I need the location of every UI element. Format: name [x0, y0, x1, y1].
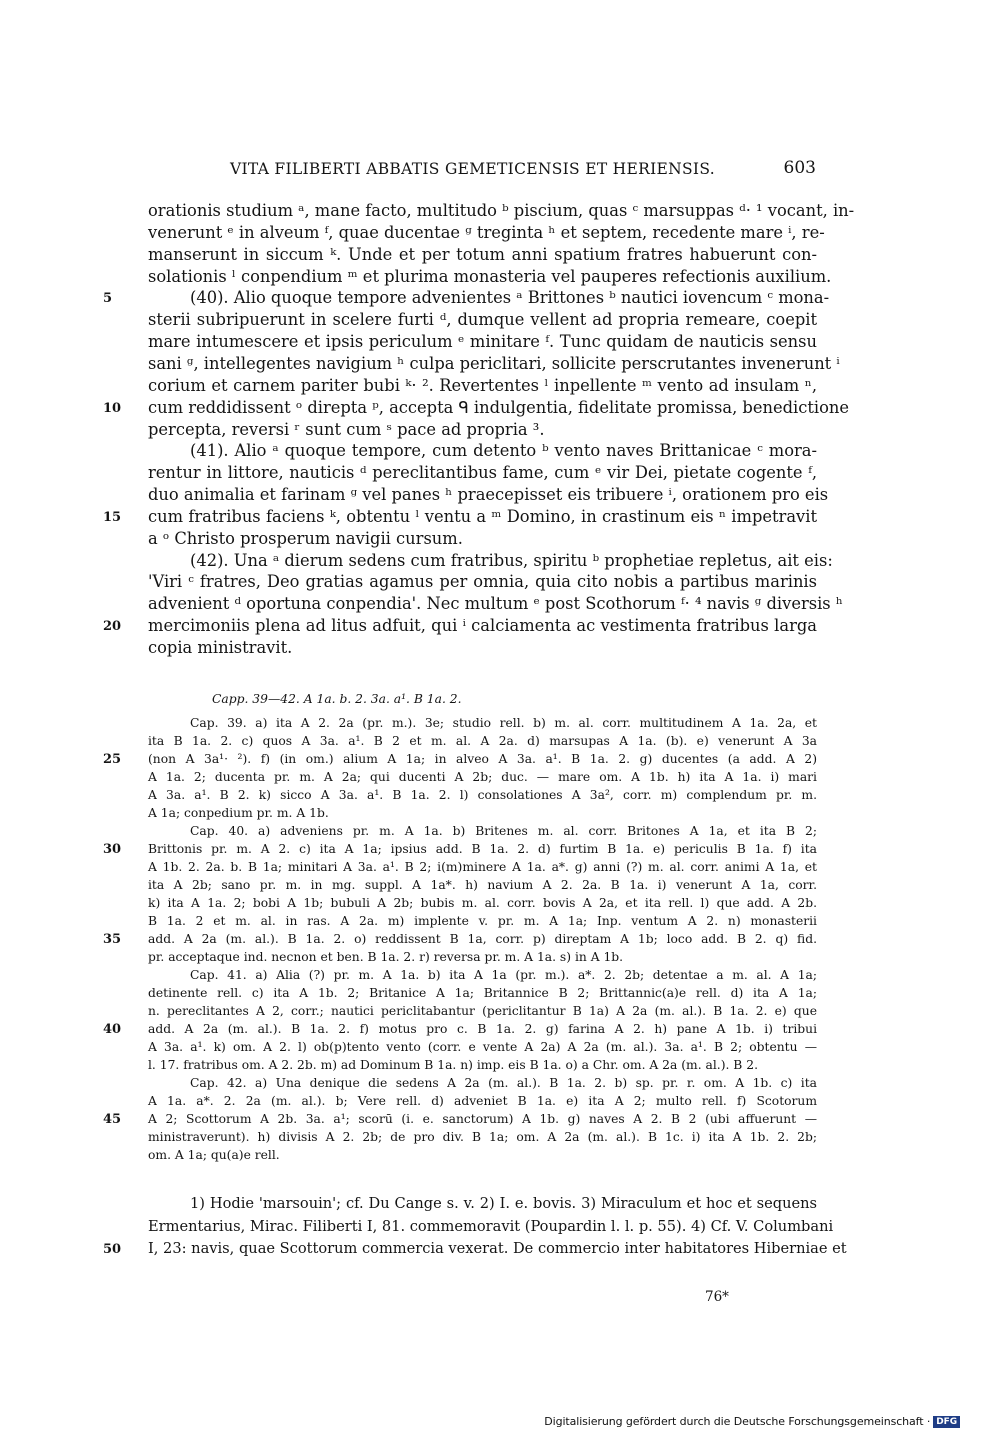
main-text-line: corium et carnem pariter bubi ᵏ· ². Revertentes ˡ inpellente ᵐ vento ad insulam ⁿ,: [148, 375, 817, 395]
main-text-line: duo animalia et farinam ᵍ vel panes ʰ praecepisset eis tribuere ⁱ, orationem pro eis: [148, 485, 829, 505]
apparatus-line: (non A 3a¹· ²). f) (in om.) alium A 1a; in alveo A 3a. a¹. B 1a. 2. g) ducentes (a add. A 2): [148, 752, 817, 766]
main-text-line: (42). Una ᵃ dierum sedens cum fratribus, spiritu ᵇ prophetiae repletus, ait eis:: [190, 550, 833, 570]
apparatus-line: A 1b. 2. 2a. b. B 1a; minitari A 3a. a¹. B 2; i(m)minere A 1a. a*. g) anni (?) m. al. corr. animi A 1a, et: [148, 860, 817, 874]
line-number: 15: [103, 509, 122, 525]
apparatus-line: A 1a. a*. 2. 2a (m. al.). b; Vere rell. d) adveniet B 1a. e) ita A 2; multo rell. f) Scotorum: [148, 1094, 817, 1108]
line-number: 45: [103, 1112, 122, 1127]
main-text-line: venerunt ᵉ in alveum ᶠ, quae ducentae ᵍ treginta ʰ et septem, recedente mare ⁱ, re-: [148, 222, 825, 242]
main-text-line: copia ministravit.: [148, 638, 293, 657]
main-text-line: (40). Alio quoque tempore advenientes ᵃ Brittones ᵇ nautici iovencum ᶜ mona-: [190, 288, 830, 308]
main-text-line: cum fratribus faciens ᵏ, obtentu ˡ ventu a ᵐ Domino, in crastinum eis ⁿ impetravit: [148, 506, 817, 526]
credit-text: Digitalisierung gefördert durch die Deutsche Forschungsgemeinschaft ·: [544, 1415, 931, 1428]
apparatus-line: detinente rell. c) ita A 1b. 2; Britanice A 1a; Britannice B 2; Brittannic(a)e rell. d) ita A 1a;: [148, 986, 817, 1000]
line-number: 40: [103, 1022, 122, 1037]
footnote-line: Ermentarius, Mirac. Filiberti I, 81. commemoravit (Poupardin l. l. p. 55). 4) Cf. V. Columbani: [148, 1217, 834, 1235]
apparatus-line: pr. acceptaque ind. necnon et ben. B 1a. 2. r) reversa pr. m. A 1a. s) in A 1b.: [148, 950, 624, 964]
apparatus-line: Cap. 40. a) adveniens pr. m. A 1a. b) Britenes m. al. corr. Britones A 1a, et ita B 2;: [190, 824, 817, 838]
apparatus-line: A 2; Scottorum A 2b. 3a. a¹; scorū (i. e. sanctorum) A 1b. g) naves A 2. B 2 (ubi affuerunt —: [148, 1112, 817, 1126]
line-number: 30: [103, 842, 122, 857]
line-number: 10: [103, 400, 122, 416]
line-number: 35: [103, 932, 122, 947]
page-number: 603: [783, 158, 816, 178]
apparatus-line: l. 17. fratribus om. A 2. 2b. m) ad Dominum B 1a. n) imp. eis B 1a. o) a Chr. om. A 2a (m. al.). B 2.: [148, 1058, 758, 1072]
main-text-line: mercimoniis plena ad litus adfuit, qui ⁱ calciamenta ac vestimenta fratribus larga: [148, 616, 817, 636]
apparatus-line: k) ita A 1a. 2; bobi A 1b; bubuli A 2b; bubis m. al. corr. bovis A 2a, et ita rell. l) que add. A 2b.: [148, 896, 817, 910]
apparatus-line: Cap. 39. a) ita A 2. 2a (pr. m.). 3e; studio rell. b) m. al. corr. multitudinem A 1a. 2a, et: [190, 716, 817, 730]
line-number: 20: [103, 619, 122, 635]
main-text-line: sterii subripuerunt in scelere furti ᵈ, dumque vellent ad propria remeare, coepit: [148, 310, 817, 330]
signature-mark: 76*: [705, 1289, 729, 1305]
apparatus-line: om. A 1a; qu(a)e rell.: [148, 1148, 280, 1162]
line-number: 5: [103, 291, 113, 307]
apparatus-line: ita A 2b; sano pr. m. in mg. suppl. A 1a*. h) navium A 2. 2a. B 1a. i) venerunt A 1a, corr.: [148, 878, 817, 892]
main-text-line: sani ᵍ, intellegentes navigium ʰ culpa periclitari, sollicite perscrutantes invenerunt ⁱ: [148, 353, 840, 373]
main-text-line: (41). Alio ᵃ quoque tempore, cum detento ᵇ vento naves Brittanicae ᶜ mora-: [190, 441, 817, 461]
apparatus-line: Brittonis pr. m. A 2. c) ita A 1a; ipsius add. B 1a. 2. d) furtim B 1a. e) periculis B 1a. f) ita: [148, 842, 817, 856]
main-text-line: percepta, reversi ʳ sunt cum ˢ pace ad propria ³.: [148, 419, 545, 439]
apparatus-line: A 3a. a¹. k) om. A 2. l) ob(p)tento vento (corr. e vente A 2a) A 2a (m. al.). 3a. a¹. B 2; obtentu —: [148, 1040, 817, 1054]
apparatus-line: n. pereclitantes A 2, corr.; nautici periclitabantur (periclitantur B 1a) A 2a (m. al.). B 1a. 2. e) que: [148, 1004, 817, 1018]
apparatus-line: Cap. 41. a) Alia (?) pr. m. A 1a. b) ita A 1a (pr. m.). a*. 2. 2b; detentae a m. al. A 1a;: [190, 968, 817, 982]
footnote-line: 1) Hodie 'marsouin'; cf. Du Cange s. v. 2) I. e. bovis. 3) Miraculum et hoc et sequens: [190, 1195, 817, 1212]
apparatus-line: add. A 2a (m. al.). B 1a. 2. f) motus pro c. B 1a. 2. g) farina A 2. h) pane A 1b. i) tribui: [148, 1022, 817, 1036]
apparatus-line: Cap. 42. a) Una denique die sedens A 2a (m. al.). B 1a. 2. b) sp. pr. r. om. A 1b. c) ita: [190, 1076, 817, 1090]
apparatus-line: A 1a; conpedium pr. m. A 1b.: [148, 806, 329, 820]
apparatus-line: A 3a. a¹. B 2. k) sicco A 3a. a¹. B 1a. 2. l) consolationes A 3a², corr. m) complendum pr. m.: [148, 788, 817, 802]
apparatus-line: ministraverunt). h) divisis A 2. 2b; de pro div. B 1a; om. A 2a (m. al.). B 1c. i) ita A 1b. 2. 2b;: [148, 1130, 817, 1144]
main-text-line: cum reddidissent ᵒ direpta ᵖ, accepta ᑫ indulgentia, fidelitate promissa, benedictione: [148, 397, 850, 417]
dfg-logo: DFG: [933, 1416, 960, 1428]
main-text-line: a ᵒ Christo prosperum navigii cursum.: [148, 528, 463, 548]
running-title: VITA FILIBERTI ABBATIS GEMETICENSIS ET HERIENSIS.: [230, 160, 715, 178]
main-text-line: solationis ˡ conpendium ᵐ et plurima monasteria vel pauperes refectionis auxilium.: [148, 266, 832, 286]
line-number: 50: [103, 1242, 122, 1257]
main-text-line: advenient ᵈ oportuna conpendia'. Nec multum ᵉ post Scothorum ᶠ· ⁴ navis ᵍ diversis ʰ: [148, 594, 843, 614]
main-text-line: rentur in littore, nauticis ᵈ pereclitantibus fame, cum ᵉ vir Dei, pietate cogente ᶠ,: [148, 463, 817, 483]
main-text-line: mare intumescere et ipsis periculum ᵉ minitare ᶠ. Tunc quidam de nauticis sensu: [148, 332, 817, 352]
apparatus-line: ita B 1a. 2. c) quos A 3a. a¹. B 2 et m. al. A 2a. d) marsupas A 1a. (b). e) venerunt A 3a: [148, 734, 817, 748]
apparatus-line: add. A 2a (m. al.). B 1a. 2. o) reddissent B 1a, corr. p) direptam A 1b; loco add. B 2. q) fid.: [148, 932, 817, 946]
line-number: 25: [103, 752, 122, 767]
footnote-line: I, 23: navis, quae Scottorum commercia vexerat. De commercio inter habitatores Hiberniae et: [148, 1240, 847, 1257]
main-text-line: 'Viri ᶜ fratres, Deo gratias agamus per omnia, quia cito nobis a partibus marinis: [148, 572, 817, 592]
apparatus-heading: Capp. 39—42. A 1a. b. 2. 3a. a¹. B 1a. 2.: [212, 692, 462, 706]
digitization-credit: [544, 1415, 960, 1428]
apparatus-line: B 1a. 2 et m. al. in ras. A 2a. m) implente v. pr. m. A 1a; Inp. ventum A 2. n) monasterii: [148, 914, 817, 928]
main-text-line: manserunt in siccum ᵏ. Unde et per totum anni spatium fratres habuerunt con-: [148, 244, 817, 264]
apparatus-line: A 1a. 2; ducenta pr. m. A 2a; qui ducenti A 2b; duc. — mare om. A 1b. h) ita A 1a. i) mari: [148, 770, 817, 784]
running-header: [150, 160, 816, 184]
main-text-line: orationis studium ᵃ, mane facto, multitudo ᵇ piscium, quas ᶜ marsuppas ᵈ· ¹ vocant, in-: [148, 201, 855, 220]
